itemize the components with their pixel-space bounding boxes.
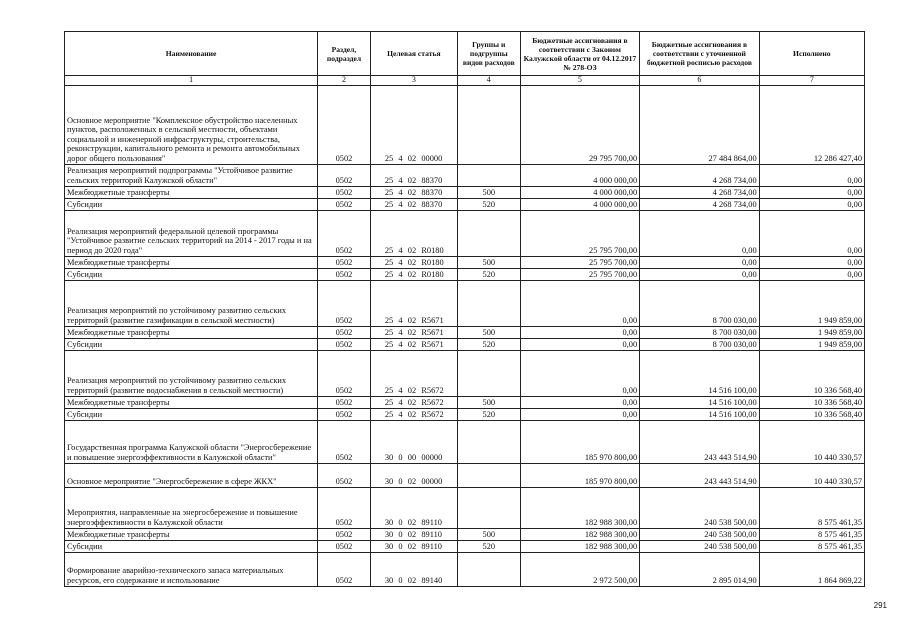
row-group-cell: [457, 420, 520, 463]
row-done-amount-cell: 10 440 330,57: [759, 463, 864, 487]
row-law-amount-cell: 182 988 300,00: [520, 528, 639, 540]
row-revised-amount-cell: 0,00: [640, 268, 759, 280]
row-revised-amount-cell: 240 538 500,00: [640, 487, 759, 528]
row-law-amount-cell: 4 000 000,00: [520, 198, 639, 210]
row-done-amount-cell: 0,00: [759, 210, 864, 256]
row-section-cell: 0502: [318, 487, 371, 528]
row-group-cell: [457, 350, 520, 396]
row-law-amount-cell: 25 795 700,00: [520, 256, 639, 268]
row-name-cell: Межбюджетные трансферты: [65, 256, 318, 268]
row-section-cell: 0502: [318, 210, 371, 256]
row-group-cell: [457, 487, 520, 528]
row-group-cell: 520: [457, 408, 520, 420]
row-group-cell: 500: [457, 528, 520, 540]
row-target-cell: 30 0 02 00000: [370, 463, 457, 487]
row-done-amount-cell: 10 336 568,40: [759, 408, 864, 420]
column-number: 5: [520, 76, 639, 86]
column-number: 3: [370, 76, 457, 86]
row-section-cell: 0502: [318, 552, 371, 586]
header-section: Раздел, подраздел: [318, 32, 371, 76]
table-row: [65, 85, 865, 164]
row-law-amount-cell: 0,00: [520, 350, 639, 396]
row-law-amount-cell: 0,00: [520, 338, 639, 350]
row-section-cell: 0502: [318, 268, 371, 280]
row-group-cell: 500: [457, 396, 520, 408]
row-revised-amount-cell: 243 443 514,90: [640, 420, 759, 463]
header-law: Бюджетные ассигнования в соответствии с Законом Калужской области от 04.12.2017 № 278-ОЗ: [520, 32, 639, 76]
row-section-cell: 0502: [318, 164, 371, 186]
row-done-amount-cell: 0,00: [759, 186, 864, 198]
row-target-cell: 30 0 02 89110: [370, 528, 457, 540]
row-name-cell: Основное мероприятие "Энергосбережение в сфере ЖКХ": [65, 463, 318, 487]
row-done-amount-cell: 10 336 568,40: [759, 350, 864, 396]
page-number: 291: [873, 601, 887, 610]
row-law-amount-cell: 0,00: [520, 396, 639, 408]
row-section-cell: 0502: [318, 280, 371, 326]
row-name-cell: Межбюджетные трансферты: [65, 528, 318, 540]
table-row: [65, 338, 865, 350]
row-section-cell: 0502: [318, 338, 371, 350]
row-law-amount-cell: 182 988 300,00: [520, 540, 639, 552]
row-target-cell: 30 0 02 89140: [370, 552, 457, 586]
row-law-amount-cell: 25 795 700,00: [520, 268, 639, 280]
row-revised-amount-cell: 8 700 030,00: [640, 280, 759, 326]
row-law-amount-cell: 185 970 800,00: [520, 420, 639, 463]
row-group-cell: [457, 463, 520, 487]
row-name-cell: Межбюджетные трансферты: [65, 396, 318, 408]
row-name-cell: Субсидии: [65, 198, 318, 210]
row-done-amount-cell: 0,00: [759, 164, 864, 186]
row-section-cell: 0502: [318, 198, 371, 210]
row-done-amount-cell: 8 575 461,35: [759, 487, 864, 528]
row-target-cell: 25 4 02 88370: [370, 198, 457, 210]
column-number: 4: [457, 76, 520, 86]
table-row: [65, 198, 865, 210]
row-section-cell: 0502: [318, 85, 371, 164]
row-section-cell: 0502: [318, 463, 371, 487]
row-done-amount-cell: 8 575 461,35: [759, 540, 864, 552]
row-target-cell: 25 4 02 R5672: [370, 396, 457, 408]
row-revised-amount-cell: 4 268 734,00: [640, 198, 759, 210]
row-done-amount-cell: 1 949 859,00: [759, 338, 864, 350]
table-row: [65, 396, 865, 408]
row-target-cell: 25 4 02 R5672: [370, 408, 457, 420]
row-revised-amount-cell: 8 700 030,00: [640, 338, 759, 350]
table-row: [65, 487, 865, 528]
row-target-cell: 25 4 02 R5672: [370, 350, 457, 396]
column-number: 7: [759, 76, 864, 86]
table-row: [65, 268, 865, 280]
row-law-amount-cell: 0,00: [520, 326, 639, 338]
row-group-cell: 500: [457, 326, 520, 338]
row-target-cell: 25 4 02 R0180: [370, 210, 457, 256]
row-revised-amount-cell: 27 484 864,00: [640, 85, 759, 164]
row-target-cell: 25 4 02 00000: [370, 85, 457, 164]
table-row: [65, 164, 865, 186]
row-law-amount-cell: 29 795 700,00: [520, 85, 639, 164]
row-law-amount-cell: 25 795 700,00: [520, 210, 639, 256]
table-body: [65, 85, 865, 586]
row-group-cell: [457, 210, 520, 256]
table-row: [65, 326, 865, 338]
row-revised-amount-cell: 0,00: [640, 210, 759, 256]
table-row: [65, 210, 865, 256]
row-group-cell: 500: [457, 256, 520, 268]
table-row: [65, 420, 865, 463]
row-section-cell: 0502: [318, 540, 371, 552]
row-name-cell: Субсидии: [65, 408, 318, 420]
row-name-cell: Реализация мероприятий подпрограммы "Устойчивое развитие сельских территорий Калужской области": [65, 164, 318, 186]
row-revised-amount-cell: 4 268 734,00: [640, 186, 759, 198]
row-done-amount-cell: 8 575 461,35: [759, 528, 864, 540]
row-name-cell: Субсидии: [65, 268, 318, 280]
column-number: 2: [318, 76, 371, 86]
column-number: 6: [640, 76, 759, 86]
row-revised-amount-cell: 14 516 100,00: [640, 350, 759, 396]
row-name-cell: Государственная программа Калужской области "Энергосбережение и повышение энергоэффективности в Калужской области": [65, 420, 318, 463]
row-section-cell: 0502: [318, 350, 371, 396]
row-name-cell: Субсидии: [65, 338, 318, 350]
row-section-cell: 0502: [318, 256, 371, 268]
table-row: [65, 186, 865, 198]
row-revised-amount-cell: 14 516 100,00: [640, 408, 759, 420]
row-law-amount-cell: 0,00: [520, 280, 639, 326]
row-law-amount-cell: 182 988 300,00: [520, 487, 639, 528]
table-row: [65, 463, 865, 487]
table-row: [65, 552, 865, 586]
row-name-cell: Межбюджетные трансферты: [65, 326, 318, 338]
row-section-cell: 0502: [318, 326, 371, 338]
row-name-cell: Реализация мероприятий по устойчивому развитию сельских территорий (развитие водоснабжения в сельской местности): [65, 350, 318, 396]
row-group-cell: 520: [457, 268, 520, 280]
row-group-cell: [457, 164, 520, 186]
row-done-amount-cell: 10 440 330,57: [759, 420, 864, 463]
header-revised: Бюджетные ассигнования в соответствии с уточненной бюджетной росписью расходов: [640, 32, 759, 76]
header-target: Целевая статья: [370, 32, 457, 76]
table-row: [65, 540, 865, 552]
table-row: [65, 528, 865, 540]
row-section-cell: 0502: [318, 408, 371, 420]
row-target-cell: 25 4 02 R5671: [370, 280, 457, 326]
row-law-amount-cell: 2 972 500,00: [520, 552, 639, 586]
row-target-cell: 30 0 02 89110: [370, 540, 457, 552]
row-group-cell: [457, 280, 520, 326]
row-group-cell: 520: [457, 540, 520, 552]
row-law-amount-cell: 185 970 800,00: [520, 463, 639, 487]
row-law-amount-cell: 4 000 000,00: [520, 186, 639, 198]
budget-table: [64, 31, 865, 587]
row-revised-amount-cell: 4 268 734,00: [640, 164, 759, 186]
row-target-cell: 25 4 02 R5671: [370, 338, 457, 350]
row-done-amount-cell: 1 949 859,00: [759, 326, 864, 338]
row-target-cell: 25 4 02 88370: [370, 164, 457, 186]
row-group-cell: 520: [457, 338, 520, 350]
row-group-cell: 520: [457, 198, 520, 210]
row-revised-amount-cell: 14 516 100,00: [640, 396, 759, 408]
table-header-row: [65, 32, 865, 76]
row-done-amount-cell: 1 949 859,00: [759, 280, 864, 326]
row-done-amount-cell: 0,00: [759, 198, 864, 210]
row-done-amount-cell: 12 286 427,40: [759, 85, 864, 164]
row-group-cell: 500: [457, 186, 520, 198]
row-name-cell: Реализация мероприятий по устойчивому развитию сельских территорий (развитие газификации в сельской местности): [65, 280, 318, 326]
row-revised-amount-cell: 240 538 500,00: [640, 540, 759, 552]
row-target-cell: 25 4 02 R0180: [370, 268, 457, 280]
row-target-cell: 25 4 02 88370: [370, 186, 457, 198]
row-done-amount-cell: 0,00: [759, 268, 864, 280]
row-done-amount-cell: 10 336 568,40: [759, 396, 864, 408]
row-law-amount-cell: 0,00: [520, 408, 639, 420]
row-law-amount-cell: 4 000 000,00: [520, 164, 639, 186]
row-revised-amount-cell: 243 443 514,90: [640, 463, 759, 487]
header-name: Наименование: [65, 32, 318, 76]
row-section-cell: 0502: [318, 396, 371, 408]
row-name-cell: Межбюджетные трансферты: [65, 186, 318, 198]
row-name-cell: Реализация мероприятий федеральной целевой программы "Устойчивое развитие сельских территорий на 2014 - 2017 годы и на период до 2020 года": [65, 210, 318, 256]
column-number: 1: [65, 76, 318, 86]
row-group-cell: [457, 85, 520, 164]
table-row: [65, 280, 865, 326]
row-section-cell: 0502: [318, 420, 371, 463]
row-target-cell: 30 0 02 89110: [370, 487, 457, 528]
row-revised-amount-cell: 0,00: [640, 256, 759, 268]
column-number-row: [65, 76, 865, 86]
row-name-cell: Формирование аварийно-технического запаса материальных ресурсов, его содержание и использование: [65, 552, 318, 586]
header-group: Группы и подгруппы видов расходов: [457, 32, 520, 76]
row-group-cell: [457, 552, 520, 586]
table-row: [65, 350, 865, 396]
row-done-amount-cell: 0,00: [759, 256, 864, 268]
row-revised-amount-cell: 8 700 030,00: [640, 326, 759, 338]
row-done-amount-cell: 1 864 869,22: [759, 552, 864, 586]
header-done: Исполнено: [759, 32, 864, 76]
table-row: [65, 256, 865, 268]
row-target-cell: 25 4 02 R0180: [370, 256, 457, 268]
row-section-cell: 0502: [318, 186, 371, 198]
row-target-cell: 30 0 00 00000: [370, 420, 457, 463]
row-target-cell: 25 4 02 R5671: [370, 326, 457, 338]
row-revised-amount-cell: 240 538 500,00: [640, 528, 759, 540]
row-name-cell: Мероприятия, направленные на энергосбережение и повышение энергоэффективности в Калужской области: [65, 487, 318, 528]
row-name-cell: Основное мероприятие "Комплексное обустройство населенных пунктов, расположенных в сельской местности, объектами социальной и инженерной инфраструктуры, строительства, реконструкции, капитального ремонта и ремонта автомобильных дорог общего пользования": [65, 85, 318, 164]
row-section-cell: 0502: [318, 528, 371, 540]
row-revised-amount-cell: 2 895 014,90: [640, 552, 759, 586]
row-name-cell: Субсидии: [65, 540, 318, 552]
table-row: [65, 408, 865, 420]
